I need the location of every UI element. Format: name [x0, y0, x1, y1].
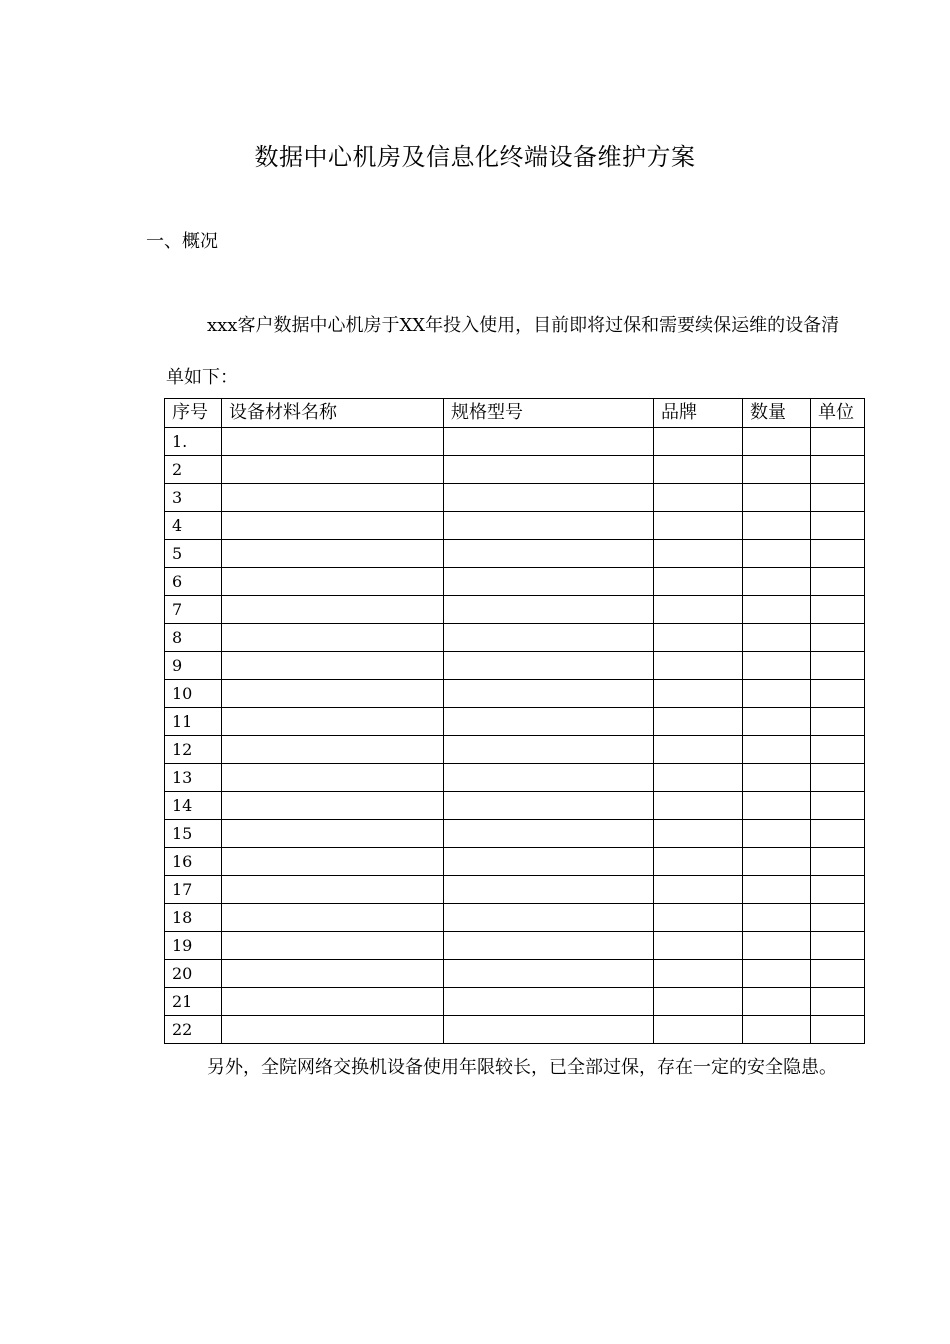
cell-equipment-name	[222, 456, 444, 484]
cell-quantity	[743, 708, 811, 736]
cell-brand	[654, 792, 743, 820]
cell-model	[444, 484, 654, 512]
cell-model	[444, 988, 654, 1016]
cell-unit	[811, 652, 865, 680]
cell-unit	[811, 736, 865, 764]
cell-brand	[654, 568, 743, 596]
cell-unit	[811, 848, 865, 876]
cell-quantity	[743, 876, 811, 904]
cell-equipment-name	[222, 792, 444, 820]
cell-serial: 19	[165, 932, 222, 960]
cell-model	[444, 652, 654, 680]
cell-unit	[811, 428, 865, 456]
table-row	[165, 876, 865, 904]
cell-unit	[811, 540, 865, 568]
cell-equipment-name	[222, 624, 444, 652]
cell-model	[444, 848, 654, 876]
cell-serial: 6	[165, 568, 222, 596]
cell-equipment-name	[222, 568, 444, 596]
cell-serial: 16	[165, 848, 222, 876]
cell-serial: 15	[165, 820, 222, 848]
cell-unit	[811, 820, 865, 848]
cell-model	[444, 736, 654, 764]
cell-unit	[811, 792, 865, 820]
cell-unit	[811, 568, 865, 596]
cell-equipment-name	[222, 876, 444, 904]
cell-serial: 5	[165, 540, 222, 568]
cell-quantity	[743, 512, 811, 540]
cell-model	[444, 792, 654, 820]
section-heading-overview: 一、概况	[146, 231, 218, 252]
cell-brand	[654, 540, 743, 568]
cell-unit	[811, 512, 865, 540]
table-row	[165, 624, 865, 652]
header-model: 规格型号	[444, 399, 654, 428]
cell-model	[444, 512, 654, 540]
cell-brand	[654, 904, 743, 932]
cell-model	[444, 820, 654, 848]
cell-unit	[811, 764, 865, 792]
cell-equipment-name	[222, 512, 444, 540]
cell-unit	[811, 596, 865, 624]
cell-serial: 9	[165, 652, 222, 680]
cell-equipment-name	[222, 820, 444, 848]
header-serial: 序号	[165, 399, 222, 428]
cell-quantity	[743, 456, 811, 484]
cell-quantity	[743, 1016, 811, 1044]
cell-brand	[654, 596, 743, 624]
cell-equipment-name	[222, 484, 444, 512]
table-header-row	[165, 399, 865, 428]
cell-serial: 2	[165, 456, 222, 484]
cell-unit	[811, 708, 865, 736]
cell-serial: 14	[165, 792, 222, 820]
cell-quantity	[743, 960, 811, 988]
cell-equipment-name	[222, 1016, 444, 1044]
cell-quantity	[743, 596, 811, 624]
cell-quantity	[743, 568, 811, 596]
cell-unit	[811, 484, 865, 512]
cell-brand	[654, 764, 743, 792]
cell-serial: 3	[165, 484, 222, 512]
equipment-table	[164, 398, 865, 1044]
table-row	[165, 736, 865, 764]
cell-brand	[654, 876, 743, 904]
cell-model	[444, 596, 654, 624]
header-brand: 品牌	[654, 399, 743, 428]
table-row	[165, 540, 865, 568]
cell-quantity	[743, 792, 811, 820]
table-row	[165, 988, 865, 1016]
cell-model	[444, 904, 654, 932]
cell-brand	[654, 820, 743, 848]
table-row	[165, 1016, 865, 1044]
table-row	[165, 652, 865, 680]
cell-equipment-name	[222, 932, 444, 960]
cell-equipment-name	[222, 540, 444, 568]
cell-serial: 17	[165, 876, 222, 904]
cell-quantity	[743, 652, 811, 680]
cell-model	[444, 456, 654, 484]
cell-serial: 20	[165, 960, 222, 988]
table-row	[165, 764, 865, 792]
cell-unit	[811, 1016, 865, 1044]
cell-model	[444, 764, 654, 792]
table-row	[165, 792, 865, 820]
cell-serial: 21	[165, 988, 222, 1016]
table-row	[165, 456, 865, 484]
cell-quantity	[743, 736, 811, 764]
cell-unit	[811, 456, 865, 484]
cell-unit	[811, 876, 865, 904]
cell-model	[444, 932, 654, 960]
cell-equipment-name	[222, 736, 444, 764]
table-row	[165, 428, 865, 456]
table-row	[165, 820, 865, 848]
table-row	[165, 904, 865, 932]
table-row	[165, 568, 865, 596]
table-row	[165, 932, 865, 960]
cell-quantity	[743, 764, 811, 792]
table-row	[165, 484, 865, 512]
cell-quantity	[743, 820, 811, 848]
cell-equipment-name	[222, 680, 444, 708]
header-quantity: 数量	[743, 399, 811, 428]
cell-model	[444, 876, 654, 904]
cell-model	[444, 960, 654, 988]
cell-quantity	[743, 904, 811, 932]
intro-paragraph: xxx客户数据中心机房于XX年投入使用，目前即将过保和需要续保运维的设备清单如下：	[166, 315, 840, 388]
cell-brand	[654, 1016, 743, 1044]
cell-equipment-name	[222, 988, 444, 1016]
cell-equipment-name	[222, 652, 444, 680]
cell-model	[444, 428, 654, 456]
cell-quantity	[743, 932, 811, 960]
cell-serial: 10	[165, 680, 222, 708]
cell-quantity	[743, 624, 811, 652]
cell-model	[444, 680, 654, 708]
table-row	[165, 960, 865, 988]
cell-brand	[654, 680, 743, 708]
cell-model	[444, 624, 654, 652]
cell-unit	[811, 960, 865, 988]
header-equipment-name: 设备材料名称	[222, 399, 444, 428]
cell-model	[444, 708, 654, 736]
table-row	[165, 512, 865, 540]
cell-brand	[654, 988, 743, 1016]
cell-equipment-name	[222, 428, 444, 456]
cell-brand	[654, 960, 743, 988]
cell-quantity	[743, 848, 811, 876]
cell-equipment-name	[222, 708, 444, 736]
cell-brand	[654, 428, 743, 456]
cell-serial: 18	[165, 904, 222, 932]
cell-brand	[654, 932, 743, 960]
cell-serial: 7	[165, 596, 222, 624]
table-row	[165, 708, 865, 736]
cell-equipment-name	[222, 904, 444, 932]
table-row	[165, 848, 865, 876]
cell-model	[444, 540, 654, 568]
table-body	[165, 428, 865, 1044]
table-row	[165, 680, 865, 708]
cell-quantity	[743, 540, 811, 568]
cell-equipment-name	[222, 764, 444, 792]
page-title: 数据中心机房及信息化终端设备维护方案	[254, 143, 696, 171]
closing-paragraph: 另外，全院网络交换机设备使用年限较长，已全部过保，存在一定的安全隐患。	[207, 1057, 837, 1078]
cell-model	[444, 1016, 654, 1044]
cell-serial: 4	[165, 512, 222, 540]
cell-equipment-name	[222, 848, 444, 876]
cell-unit	[811, 988, 865, 1016]
cell-brand	[654, 456, 743, 484]
cell-quantity	[743, 484, 811, 512]
cell-serial: 22	[165, 1016, 222, 1044]
cell-quantity	[743, 988, 811, 1016]
cell-unit	[811, 680, 865, 708]
cell-brand	[654, 708, 743, 736]
cell-brand	[654, 512, 743, 540]
cell-serial: 1.	[165, 428, 222, 456]
cell-equipment-name	[222, 960, 444, 988]
cell-brand	[654, 652, 743, 680]
cell-brand	[654, 484, 743, 512]
cell-unit	[811, 904, 865, 932]
cell-equipment-name	[222, 596, 444, 624]
cell-unit	[811, 932, 865, 960]
table-row	[165, 596, 865, 624]
cell-brand	[654, 624, 743, 652]
cell-unit	[811, 624, 865, 652]
cell-model	[444, 568, 654, 596]
cell-brand	[654, 736, 743, 764]
cell-quantity	[743, 680, 811, 708]
cell-quantity	[743, 428, 811, 456]
header-unit: 单位	[811, 399, 865, 428]
cell-serial: 13	[165, 764, 222, 792]
cell-serial: 12	[165, 736, 222, 764]
cell-brand	[654, 848, 743, 876]
cell-serial: 8	[165, 624, 222, 652]
cell-serial: 11	[165, 708, 222, 736]
